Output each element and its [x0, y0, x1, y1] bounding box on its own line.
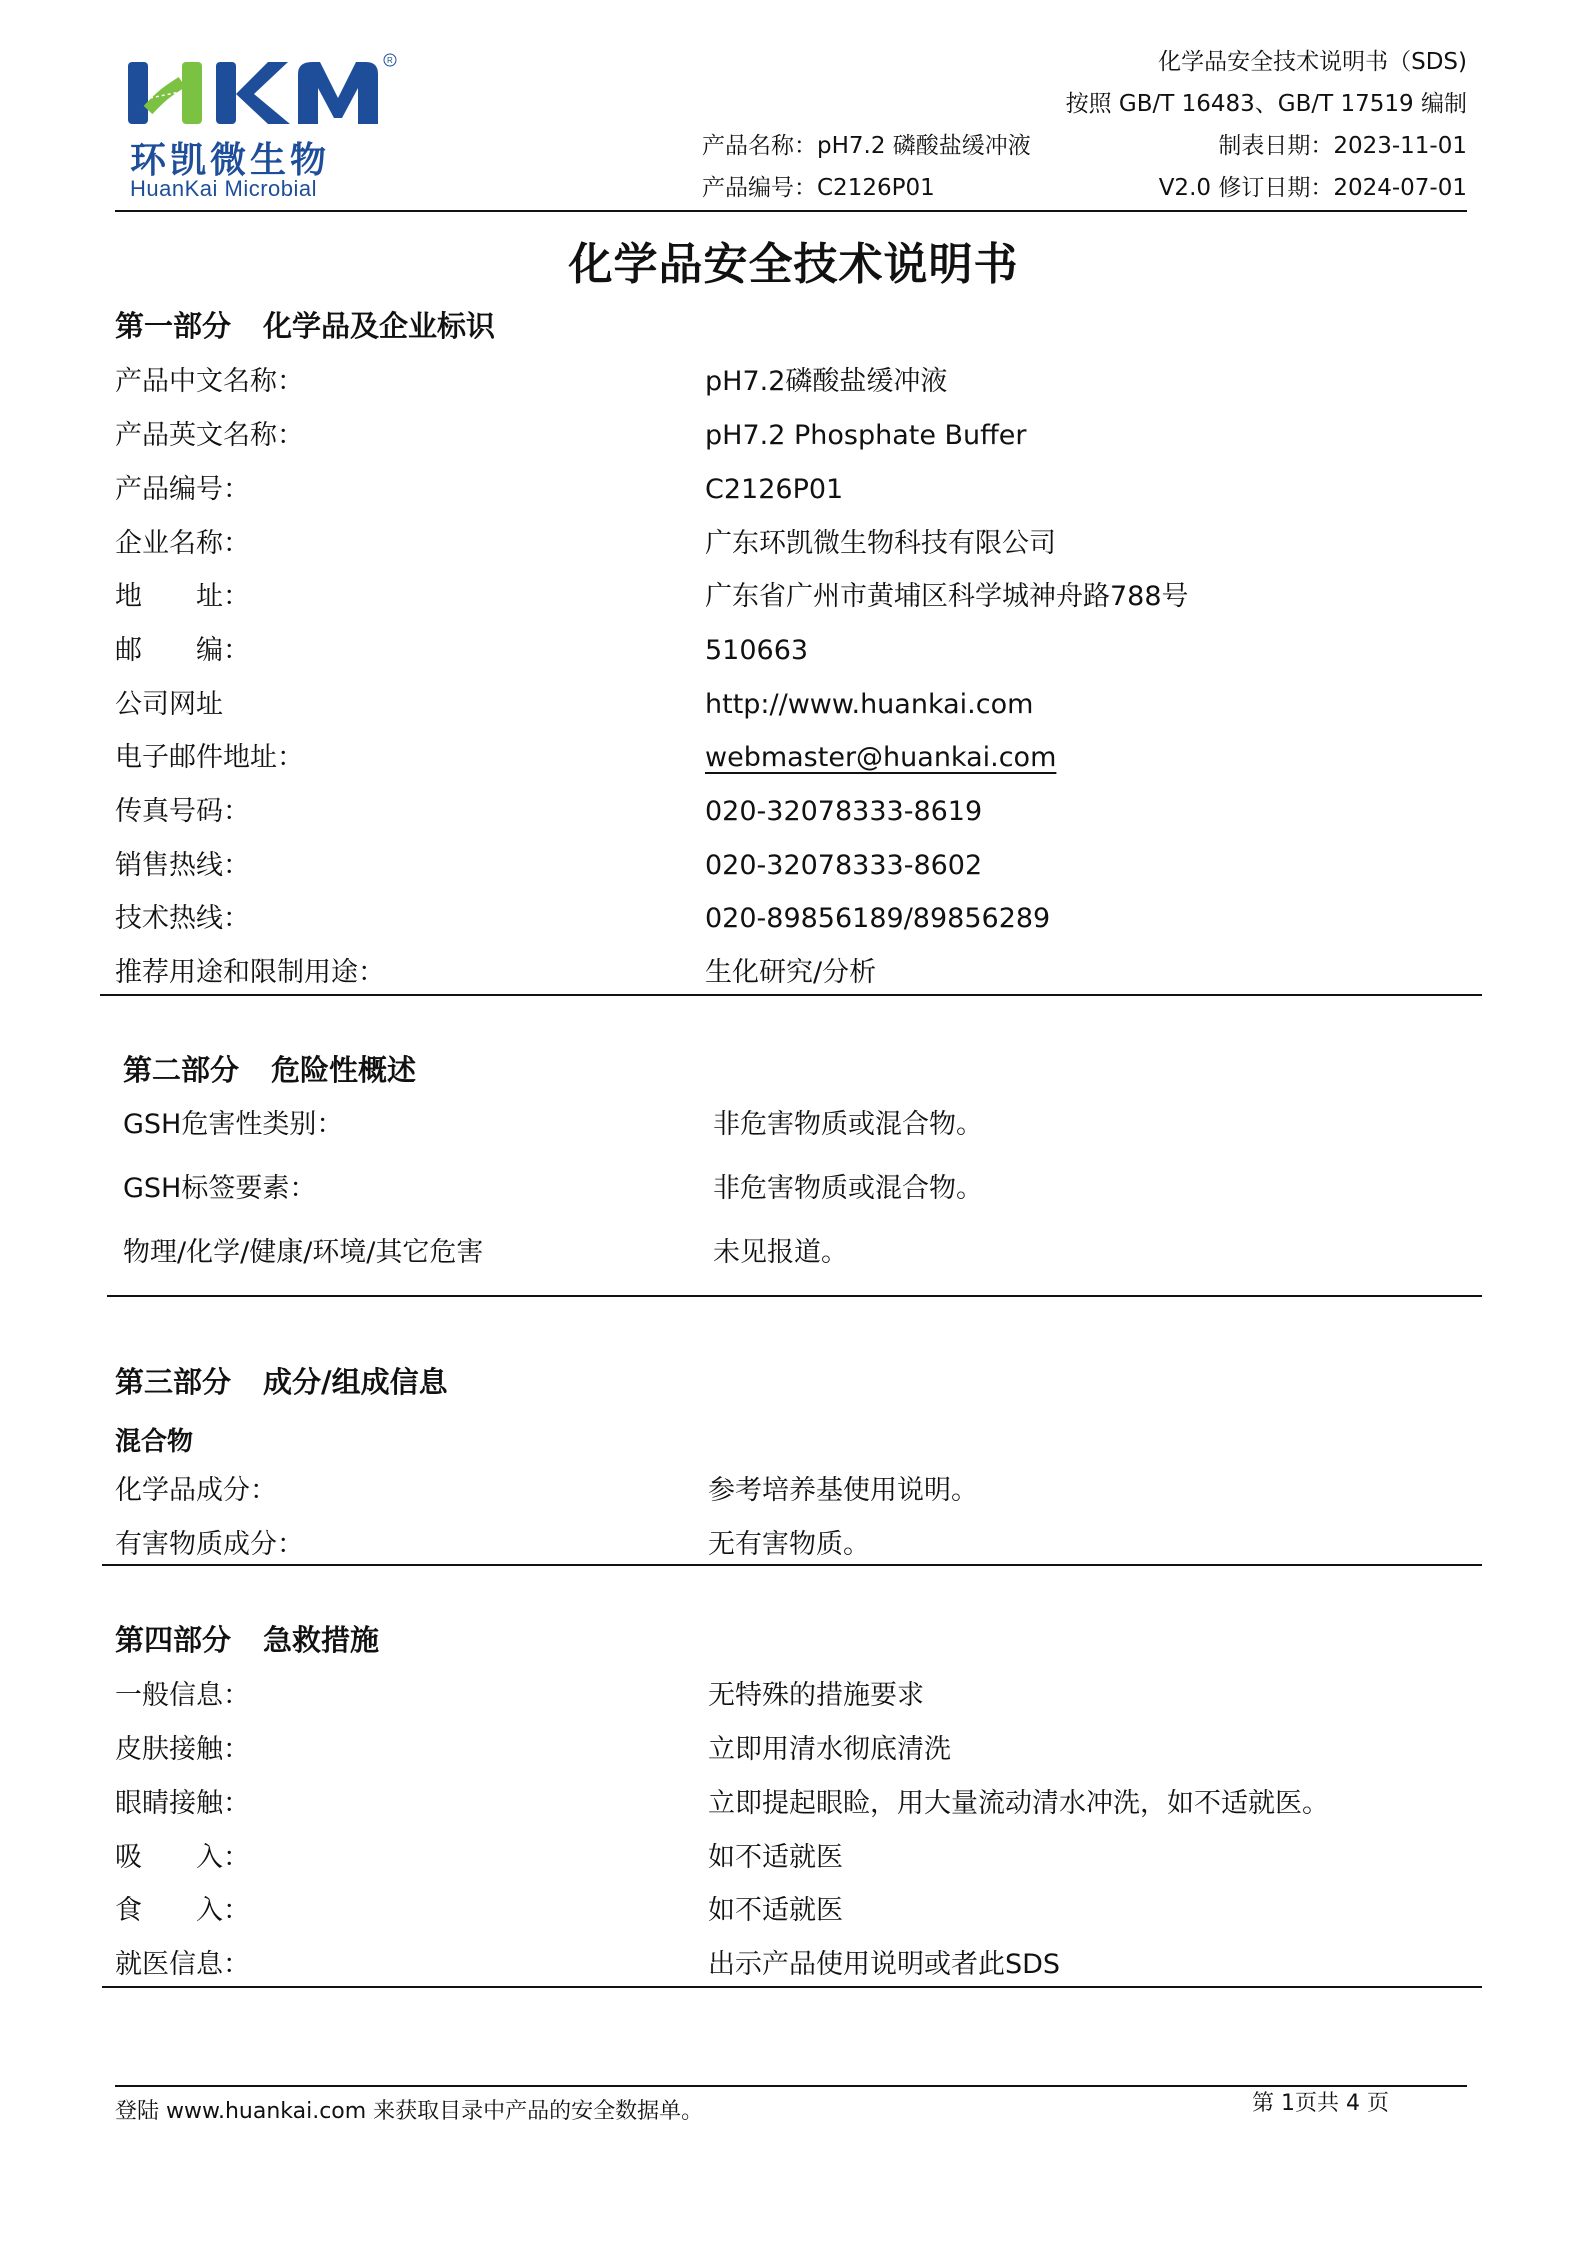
- row-value: 020-32078333-8619: [705, 796, 983, 827]
- section-1-heading: [115, 308, 495, 344]
- row-label: 就医信息：: [115, 1949, 250, 1980]
- row-label: 物理/化学/健康/环境/其它危害: [123, 1237, 484, 1268]
- row-label: 邮 编：: [115, 635, 250, 666]
- row-label: 化学品成分：: [115, 1475, 277, 1506]
- logo-chinese-name: 环凯微生物: [130, 140, 331, 181]
- row-value: 如不适就医: [708, 1842, 843, 1873]
- company-logo: [120, 52, 410, 202]
- section-number: 第二部分: [123, 1053, 240, 1087]
- row-value: 非危害物质或混合物。: [713, 1109, 983, 1140]
- section-title: 急救措施: [263, 1623, 380, 1657]
- row-value: 020-32078333-8602: [705, 850, 983, 881]
- row-value: 广东省广州市黄埔区科学城神舟路788号: [705, 581, 1189, 612]
- row-label: GSH危害性类别：: [123, 1109, 344, 1140]
- email-link[interactable]: webmaster@huankai.com: [705, 742, 1057, 773]
- row-label: 企业名称：: [115, 528, 250, 559]
- section-1-divider: [100, 994, 1482, 996]
- created-date: 制表日期：2023-11-01: [1218, 133, 1467, 159]
- page-title: 化学品安全技术说明书: [568, 239, 1019, 290]
- hkm-logo-icon: [120, 52, 400, 132]
- row-value: 生化研究/分析: [705, 957, 877, 988]
- row-value: 立即提起眼睑，用大量流动清水冲洗，如不适就医。: [708, 1788, 1329, 1819]
- row-label: 有害物质成分：: [115, 1529, 304, 1560]
- section-3-divider: [102, 1564, 1482, 1566]
- row-label: 产品英文名称：: [115, 420, 304, 451]
- row-value: 出示产品使用说明或者此SDS: [708, 1949, 1061, 1980]
- website-link[interactable]: http://www.huankai.com: [705, 689, 1034, 720]
- row-value: 广东环凯微生物科技有限公司: [705, 528, 1056, 559]
- row-value: 非危害物质或混合物。: [713, 1173, 983, 1204]
- row-value: 未见报道。: [713, 1237, 848, 1268]
- section-number: 第三部分: [115, 1365, 232, 1399]
- row-label: 产品中文名称：: [115, 366, 304, 397]
- section-2-heading: [123, 1052, 416, 1088]
- section-number: 第四部分: [115, 1623, 232, 1657]
- doc-type-label: 化学品安全技术说明书（SDS): [1158, 49, 1467, 75]
- row-label: 传真号码：: [115, 796, 250, 827]
- logo-english-name: HuanKai Microbial: [130, 176, 318, 201]
- section-title: 成分/组成信息: [263, 1365, 448, 1399]
- header-product-code: 产品编号：C2126P01: [702, 175, 935, 201]
- row-value: 如不适就医: [708, 1895, 843, 1926]
- section-4-heading: [115, 1622, 379, 1658]
- section-4-divider: [102, 1986, 1482, 1988]
- row-label: 公司网址: [115, 689, 223, 720]
- section-3-heading: [115, 1364, 448, 1400]
- row-value: pH7.2磷酸盐缓冲液: [705, 366, 948, 397]
- row-label: 产品编号：: [115, 474, 250, 505]
- row-label: 地 址：: [115, 581, 250, 612]
- section-number: 第一部分: [115, 309, 232, 343]
- section-title: 化学品及企业标识: [263, 309, 496, 343]
- row-label: 销售热线：: [115, 850, 250, 881]
- section-title: 危险性概述: [271, 1053, 417, 1087]
- header-divider: [115, 210, 1467, 212]
- row-label: 一般信息：: [115, 1680, 250, 1711]
- row-value: 参考培养基使用说明。: [708, 1475, 978, 1506]
- row-label: GSH标签要素：: [123, 1173, 317, 1204]
- row-value: 无特殊的措施要求: [708, 1680, 924, 1711]
- mixture-subheading: 混合物: [115, 1427, 194, 1457]
- row-value: 510663: [705, 635, 809, 666]
- row-label: 技术热线：: [115, 903, 250, 934]
- revision-date: V2.0 修订日期：2024-07-01: [1158, 175, 1467, 201]
- footer-note: 登陆 www.huankai.com 来获取目录中产品的安全数据单。: [115, 2099, 704, 2124]
- row-label: 吸 入：: [115, 1842, 250, 1873]
- section-2-divider: [107, 1295, 1482, 1297]
- svg-text:R: R: [387, 56, 393, 65]
- row-label: 食 入：: [115, 1895, 250, 1926]
- row-value: C2126P01: [705, 474, 844, 505]
- row-value: pH7.2 Phosphate Buffer: [705, 420, 1027, 451]
- header-product-name: 产品名称：pH7.2 磷酸盐缓冲液: [702, 133, 1031, 159]
- row-label: 眼睛接触：: [115, 1788, 250, 1819]
- row-value: 立即用清水彻底清洗: [708, 1734, 951, 1765]
- standard-label: 按照 GB/T 16483、GB/T 17519 编制: [1065, 91, 1467, 117]
- row-label: 推荐用途和限制用途：: [115, 957, 385, 988]
- row-label: 皮肤接触：: [115, 1734, 250, 1765]
- page-number: 第 1页共 4 页: [1252, 2091, 1389, 2116]
- row-value: 无有害物质。: [708, 1529, 870, 1560]
- row-value: 020-89856189/89856289: [705, 903, 1051, 934]
- row-label: 电子邮件地址：: [115, 742, 304, 773]
